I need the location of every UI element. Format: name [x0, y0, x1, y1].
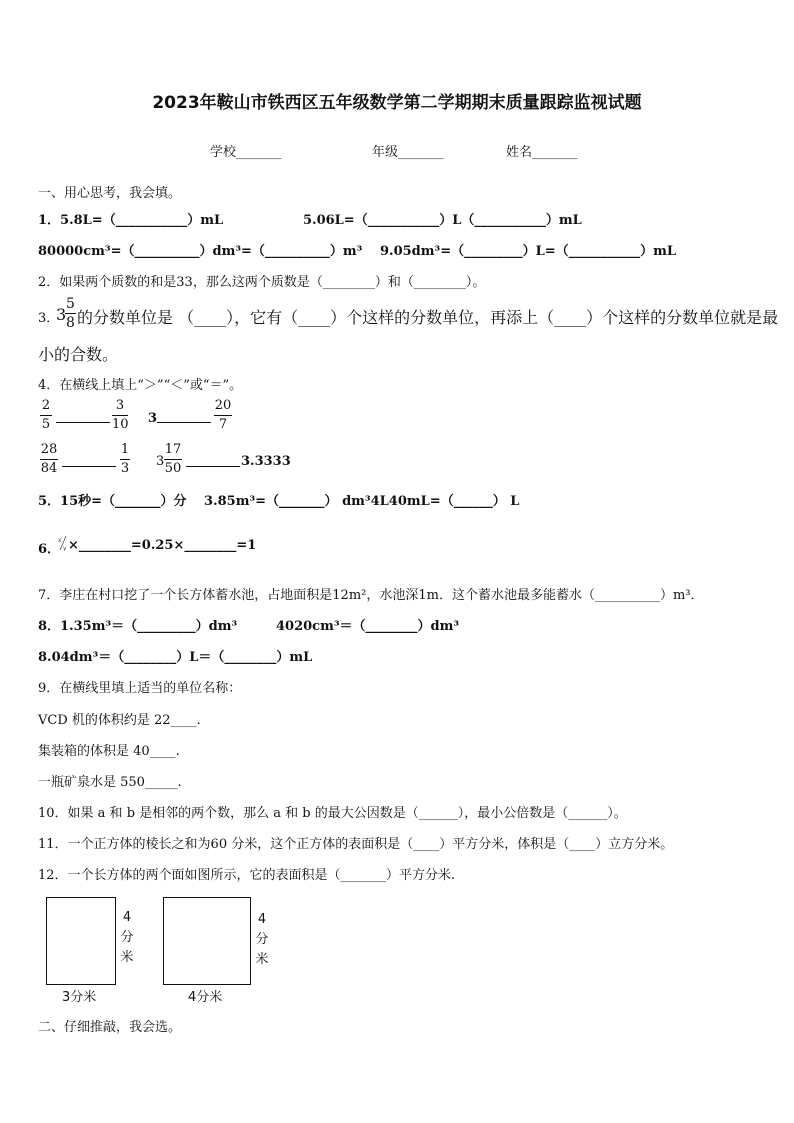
height-char: 分	[255, 932, 269, 947]
q3-text: 的分数单位是 （____），它有（____）个这样的分数单位，再添上（____）个这样的分数单位就是最	[77, 308, 779, 327]
fraction-bar	[120, 459, 130, 460]
q4-r1-whole: 3	[148, 411, 158, 426]
fraction-bar	[214, 415, 232, 416]
q3-fraction-numerator: 5	[66, 296, 75, 312]
q4-r1-blank-2[interactable]	[157, 422, 211, 423]
q9-part-b: 集装箱的体积是 40____.	[38, 744, 180, 759]
fraction-bar	[164, 459, 182, 460]
q3-fraction	[65, 297, 76, 330]
left-face-width-label: 3分米	[62, 990, 97, 1005]
q4-r2-mixed-fraction	[164, 443, 182, 476]
q4-r2-blank-1[interactable]	[62, 466, 116, 467]
q6-prefix: 6．	[38, 542, 61, 557]
q3-prefix: 3．	[38, 311, 60, 326]
height-char: 分	[120, 930, 134, 945]
school-field[interactable]: 学校_______	[210, 145, 282, 160]
right-face-width-label: 4分米	[188, 990, 223, 1005]
denominator: 7	[218, 417, 228, 432]
denominator: 84	[40, 461, 58, 476]
q4-r2-decimal: 3.3333	[241, 454, 291, 469]
svg-text:x: x	[58, 537, 62, 544]
q4-r2-fraction-1	[40, 443, 58, 476]
question-2: 2．如果两个质数的和是33，那么这两个质数是（________）和（________）。	[38, 275, 486, 290]
q3-continued: 小的合数。	[38, 345, 119, 364]
grade-field[interactable]: 年级_______	[372, 145, 444, 160]
question-12: 12．一个长方体的两个面如图所示，它的表面积是（_______）平方分米.	[38, 868, 456, 883]
left-face-height-label	[119, 908, 135, 968]
q3-whole: 3	[56, 305, 67, 324]
numerator: 3	[115, 398, 125, 413]
right-face-height-label	[254, 910, 270, 970]
q9-stem: 9．在横线里填上适当的单位名称：	[38, 681, 242, 696]
denominator: 5	[41, 417, 51, 432]
q4-r1-blank-1[interactable]	[56, 422, 110, 423]
q8-part-a: 8．1.35m³＝（_________）dm³	[38, 619, 238, 634]
question-5: 5．15秒=（_______）分 3.85m³=（_______） dm³4L40mL=（______） L	[38, 494, 520, 509]
name-field[interactable]: 姓名_______	[506, 145, 578, 160]
q4-r2-mixed-whole: 3	[156, 454, 165, 469]
numerator: 20	[214, 398, 232, 413]
fraction-bar	[112, 415, 128, 416]
numerator: 2	[41, 398, 51, 413]
denominator: 3	[120, 461, 130, 476]
q4-r1-fraction-2	[112, 399, 128, 432]
q4-r2-blank-2[interactable]	[186, 466, 240, 467]
q9-part-a: VCD 机的体积约是 22____.	[38, 713, 201, 728]
q1-part-d: 9.05dm³=（_________）L=（___________）mL	[380, 244, 677, 259]
fraction-bar	[40, 415, 52, 416]
height-char: 米	[255, 952, 269, 967]
question-11: 11．一个正方体的棱长之和为60 分米，这个正方体的表面积是（____）平方分米，体积是（____）立方分米。	[38, 837, 674, 852]
height-digit: 4	[122, 910, 132, 925]
fraction-bar	[65, 313, 76, 314]
q1-part-b: 5.06L=（___________）L（___________）mL	[303, 213, 582, 228]
q6-fraction-glyph	[58, 535, 68, 551]
numerator: 17	[164, 442, 182, 457]
numerator: 28	[40, 442, 58, 457]
q9-part-c: 一瓶矿泉水是 550_____.	[38, 775, 182, 790]
q6-equation: ×________=0.25×________=1	[68, 538, 257, 553]
right-face-square	[163, 897, 251, 985]
q8-part-b: 4020cm³＝（________）dm³	[276, 619, 460, 634]
q4-r2-fraction-2	[120, 443, 130, 476]
section-1-heading: 一、用心思考，我会填。	[38, 186, 182, 201]
q3-fraction-denominator: 8	[66, 315, 75, 331]
denominator: 10	[112, 417, 129, 432]
numerator: 1	[120, 442, 130, 457]
svg-text:y: y	[63, 545, 67, 551]
page-title: 2023年鞍山市铁西区五年级数学第二学期期末质量跟踪监视试题	[152, 93, 642, 113]
section-2-heading: 二、仔细推敲，我会选。	[38, 1020, 182, 1035]
q1-part-a: 1．5.8L=（___________）mL	[38, 213, 224, 228]
question-10: 10．如果 a 和 b 是相邻的两个数，那么 a 和 b 的最大公因数是（______），最小公倍数是（______）。	[38, 806, 627, 821]
fraction-bar	[40, 459, 58, 460]
q4-stem: 4．在横线上填上“＞”“＜”或“＝”。	[38, 378, 243, 393]
q4-r1-fraction-1	[40, 399, 52, 432]
height-char: 米	[120, 950, 134, 965]
q8-part-c: 8.04dm³＝（________）L＝（________）mL	[38, 650, 313, 665]
height-digit: 4	[257, 912, 267, 927]
q4-r1-fraction-3	[214, 399, 232, 432]
q1-part-c: 80000cm³=（__________）dm³=（__________）m³	[38, 244, 363, 259]
question-7: 7．李庄在村口挖了一个长方体蓄水池，占地面积是12m²，水池深1m．这个蓄水池最多能蓄水（__________）m³．	[38, 588, 704, 603]
left-face-rectangle	[46, 897, 116, 985]
denominator: 50	[164, 461, 182, 476]
